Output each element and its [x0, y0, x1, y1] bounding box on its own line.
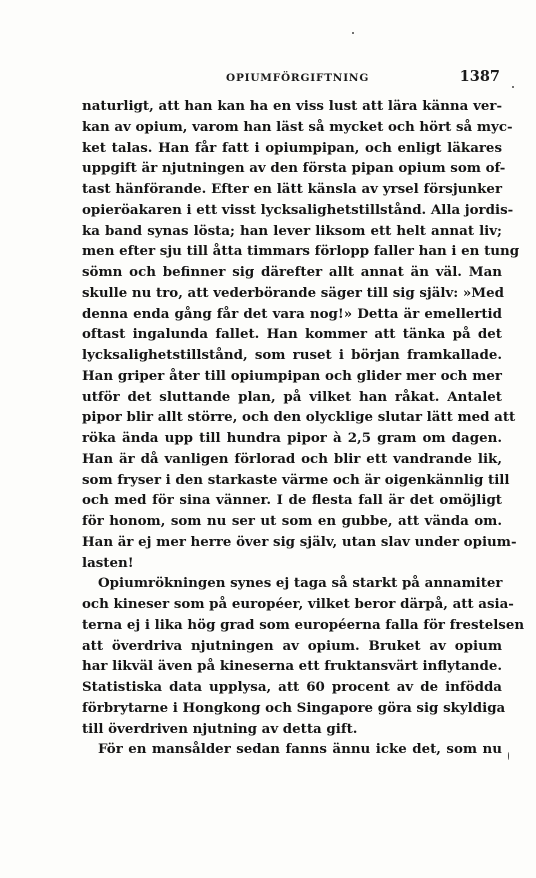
text-line: har likväl även på kineserna ett fruktansvärt inflytande.: [82, 658, 503, 675]
text-line: Opiumrökningen synes ej taga så starkt på annamiter: [98, 575, 503, 592]
body-text: [82, 96, 525, 760]
text-line: och kineser som på européer, vilket beror därpå, att asia-: [82, 596, 514, 612]
text-line: ket talas. Han får fatt i opiumpipan, och enligt läkares: [82, 139, 502, 156]
text-line: och med för sina vänner. I de flesta fall är det omöjligt: [82, 492, 502, 509]
text-line: pipor blir allt större, och den olycklige slutar lätt med att: [82, 409, 516, 426]
text-line: kan av opium, varom han läst så mycket och hört så myc-: [82, 118, 513, 135]
text-line: att överdriva njutningen av opium. Bruket av opium: [82, 637, 502, 654]
text-line: denna enda gång får det vara nog!» Detta är emellertid: [82, 305, 502, 322]
text-line: men efter sju till åtta timmars förlopp faller han i en tung: [82, 243, 520, 260]
text-line: För en mansålder sedan fanns ännu icke det, som nu: [98, 741, 502, 758]
paragraph: [82, 96, 520, 573]
text-line: Statistiska data upplysa, att 60 procent av de infödda: [82, 679, 502, 695]
page-number: 1387: [459, 68, 500, 85]
print-speck: [352, 32, 354, 34]
text-line: Han griper åter till opiumpipan och glider mer och mer: [82, 367, 502, 384]
text-line: sömn och befinner sig därefter allt annat än väl. Man: [82, 264, 502, 280]
paragraph: [82, 573, 525, 739]
paragraph: [82, 739, 502, 760]
text-line: förbrytarne i Hongkong och Singapore göra sig skyldiga: [82, 699, 506, 716]
text-line: tast hänförande. Efter en lätt känsla av yrsel försjunker: [82, 181, 502, 197]
text-line: opieröakaren i ett visst lycksalighetstillstånd. Alla jordis-: [82, 201, 514, 218]
text-line: röka ända upp till hundra pipor à 2,5 gram om dagen.: [82, 430, 502, 446]
text-line: som fryser i den starkaste värme och är oigenkännlig till: [82, 471, 510, 488]
text-line: naturligt, att han kan ha en viss lust att lära känna ver-: [82, 98, 502, 114]
print-speck: [508, 752, 509, 760]
text-line: Han är då vanligen förlorad och blir ett vandrande lik,: [82, 450, 502, 467]
text-line: utför det sluttande plan, på vilket han råkat. Antalet: [82, 388, 502, 405]
running-title: OPIUMFÖRGIFTNING: [226, 72, 370, 84]
text-line: lasten!: [82, 554, 134, 571]
text-line: Han är ej mer herre över sig själv, utan slav under opium-: [82, 533, 517, 550]
running-head: [110, 68, 500, 88]
text-line: skulle nu tro, att vederbörande säger till sig själv: »Med: [82, 284, 504, 301]
text-line: terna ej i lika hög grad som européerna falla för frestelsen: [82, 616, 525, 633]
text-line: uppgift är njutningen av den första pipan opium som of-: [82, 160, 506, 177]
text-line: oftast ingalunda fallet. Han kommer att tänka på det: [82, 326, 502, 343]
text-line: till överdriven njutning av detta gift.: [82, 720, 358, 737]
text-line: lycksalighetstillstånd, som ruset i början framkallade.: [82, 347, 502, 363]
text-line: ka band synas lösta; han lever liksom ett helt annat liv;: [82, 222, 502, 239]
print-speck: [512, 86, 514, 88]
text-line: för honom, som nu ser ut som en gubbe, att vända om.: [82, 513, 502, 529]
